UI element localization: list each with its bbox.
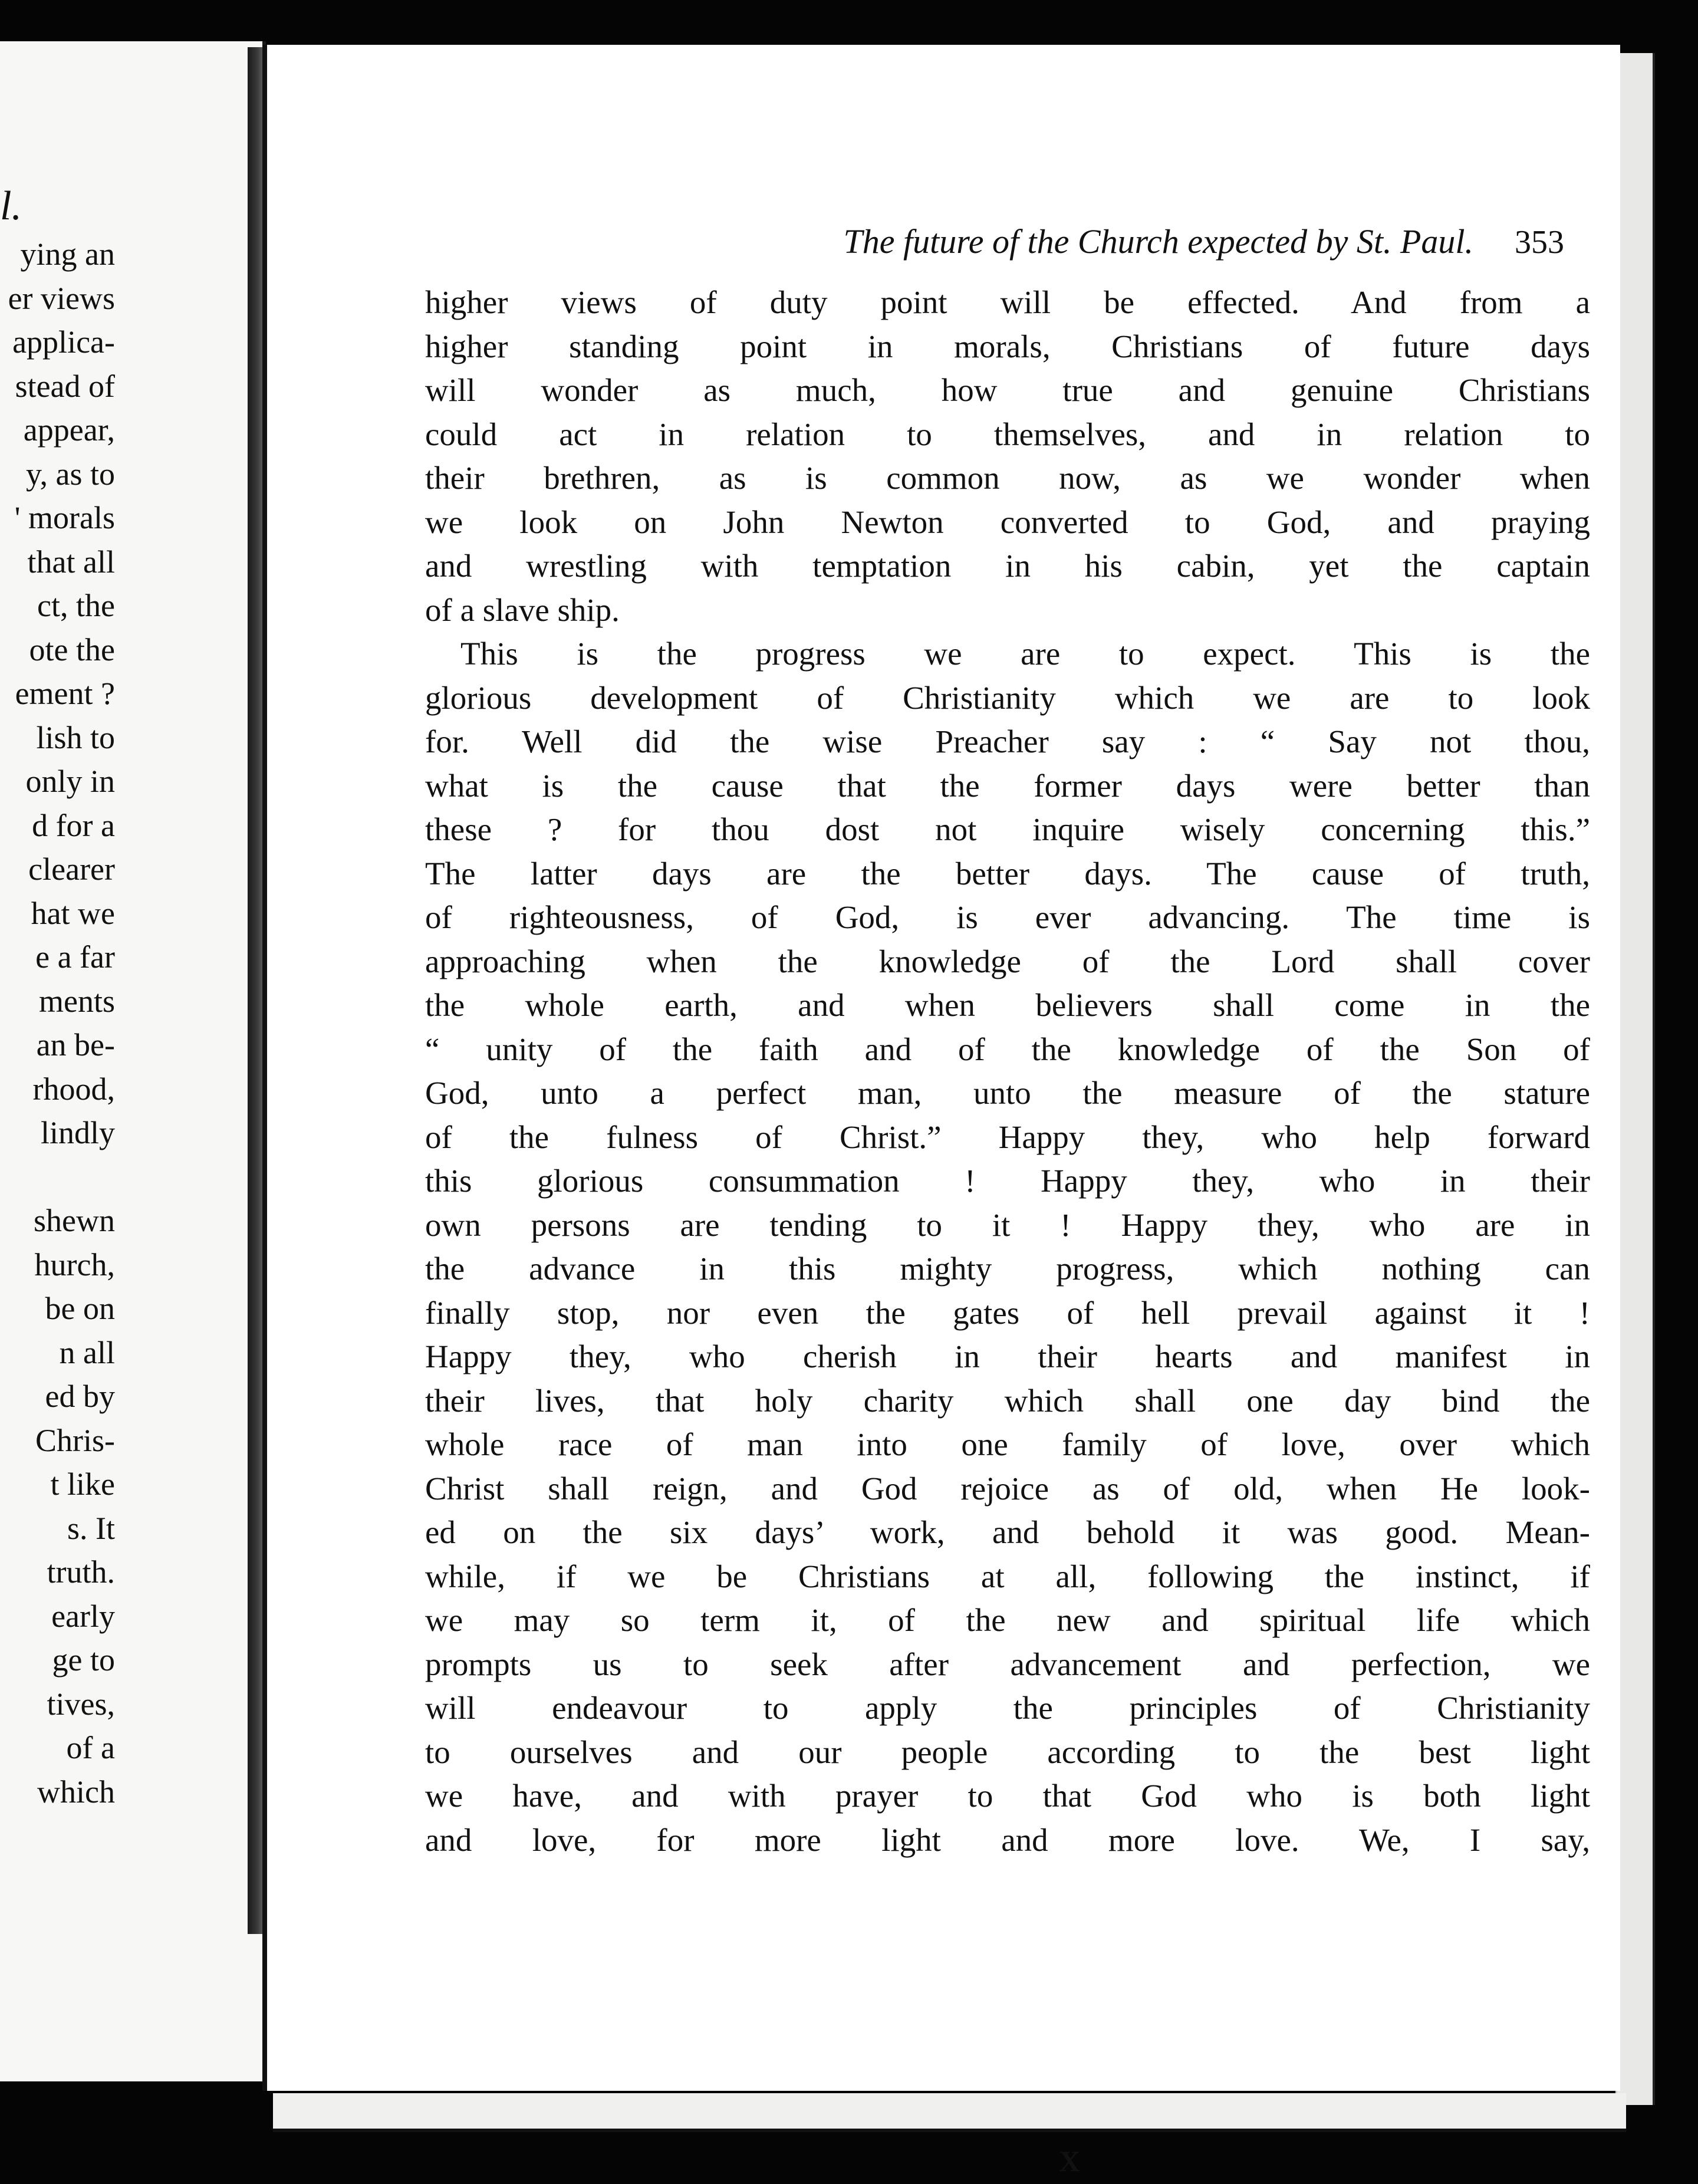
left-page-line: hat we (31, 895, 115, 931)
body-line: we look on John Newton converted to God, and praying (425, 504, 1590, 540)
left-page-line: y, as to (26, 456, 115, 492)
left-page-line: ed by (45, 1379, 115, 1414)
page-number: 353 (1515, 224, 1564, 261)
left-page-line: an be- (36, 1027, 115, 1063)
left-page-line: be on (45, 1291, 115, 1326)
left-page-line: er views (8, 280, 115, 316)
left-page-line: Chris- (35, 1422, 115, 1458)
left-page-line: s. It (67, 1510, 115, 1546)
left-page-line: n all (59, 1334, 115, 1370)
left-page-line: shewn (34, 1203, 115, 1238)
left-page-line: lindly (40, 1115, 115, 1150)
body-line: higher views of duty point will be effected. And from a (425, 284, 1590, 320)
left-page-line: ge to (52, 1642, 115, 1678)
body-line: to ourselves and our people according to the best light (425, 1734, 1590, 1770)
left-page-line: only in (25, 764, 115, 799)
body-line: what is the cause that the former days were better than (425, 767, 1590, 804)
body-line: their brethren, as is common now, as we wonder when (425, 460, 1590, 496)
page-edge (1615, 53, 1655, 2105)
body-line: the advance in this mighty progress, which nothing can (425, 1251, 1590, 1287)
body-line: and wrestling with temptation in his cabin, yet the captain (425, 548, 1590, 584)
left-page-line: ying an (20, 236, 115, 272)
body-line: ed on the six days’ work, and behold it was good. Mean- (425, 1514, 1590, 1550)
body-line: The latter days are the better days. The cause of truth, (425, 855, 1590, 892)
left-page-line: e a far (35, 939, 115, 975)
body-line: this glorious consummation ! Happy they, who in their (425, 1163, 1590, 1199)
body-line: finally stop, nor even the gates of hell prevail against it ! (425, 1294, 1590, 1331)
body-line: will wonder as much, how true and genuine Christians (425, 372, 1590, 408)
body-line: of a slave ship. (425, 591, 620, 628)
left-page-line: early (51, 1598, 115, 1634)
running-head-title: The future of the Church expected by St. Paul. (843, 222, 1473, 261)
body-line: glorious development of Christianity which we are to look (425, 679, 1590, 716)
body-line: we may so term it, of the new and spiritual life which (425, 1602, 1590, 1638)
left-page-line: ote the (29, 631, 115, 667)
body-line: will endeavour to apply the principles of Christianity (425, 1690, 1590, 1726)
body-line: prompts us to seek after advancement and perfection, we (425, 1646, 1590, 1682)
body-line: of the fulness of Christ.” Happy they, who help forward (425, 1119, 1590, 1155)
body-line: own persons are tending to it ! Happy they, who are in (425, 1206, 1590, 1243)
left-page-line: ct, the (37, 588, 115, 623)
left-running-head-fragment: l. (0, 183, 22, 229)
left-page-line: clearer (28, 851, 115, 887)
right-page (262, 45, 1620, 2178)
body-line: approaching when the knowledge of the Lord shall cover (425, 943, 1590, 979)
left-page-line: ments (39, 983, 115, 1019)
left-page-line: tives, (47, 1686, 115, 1722)
body-line: higher standing point in morals, Christians of future days (425, 328, 1590, 364)
running-head (521, 222, 1564, 261)
left-page-line: which (37, 1774, 115, 1810)
body-line: we have, and with prayer to that God who is both light (425, 1778, 1590, 1814)
left-page-line: appear, (23, 412, 115, 448)
body-line: while, if we be Christians at all, following the instinct, if (425, 1558, 1590, 1594)
left-page-line: stead of (15, 368, 115, 404)
body-line: and love, for more light and more love. We, I say, (425, 1821, 1590, 1858)
body-lines (425, 281, 1590, 1862)
body-line: could act in relation to themselves, and in relation to (425, 416, 1590, 452)
signature-mark: X (1058, 2144, 1081, 2178)
body-line: these ? for thou dost not inquire wisely concerning this.” (425, 811, 1590, 847)
left-page-line: that all (27, 544, 115, 580)
body-line: “ unity of the faith and of the knowledge of the Son of (425, 1031, 1590, 1067)
left-page-line: d for a (32, 807, 115, 843)
left-page-line: t like (50, 1466, 115, 1502)
body-line: God, unto a perfect man, unto the measure of the stature (425, 1075, 1590, 1111)
left-page-line: rhood, (32, 1071, 115, 1107)
left-page-line: applica- (12, 324, 115, 360)
left-page-line: ement ? (15, 676, 115, 711)
body-line: Christ shall reign, and God rejoice as of old, when He look- (425, 1470, 1590, 1507)
left-page-line: ' morals (14, 500, 115, 535)
left-page-fragment (0, 41, 266, 2081)
body-line: of righteousness, of God, is ever advancing. The time is (425, 899, 1590, 935)
body-line: the whole earth, and when believers shall come in the (425, 987, 1590, 1023)
body-line: their lives, that holy charity which shall one day bind the (425, 1382, 1590, 1419)
left-page-line: truth. (47, 1554, 115, 1590)
left-page-line: of a (66, 1730, 115, 1765)
body-line: for. Well did the wise Preacher say : “ Say not thou, (425, 723, 1590, 759)
body-line: whole race of man into one family of love, over which (425, 1426, 1590, 1462)
body-line: Happy they, who cherish in their hearts and manifest in (425, 1338, 1590, 1374)
left-page-line: lish to (36, 719, 115, 755)
body-line: This is the progress we are to expect. This is the (460, 636, 1590, 672)
body-text (425, 281, 1590, 2178)
left-page-line: hurch, (34, 1246, 115, 1282)
